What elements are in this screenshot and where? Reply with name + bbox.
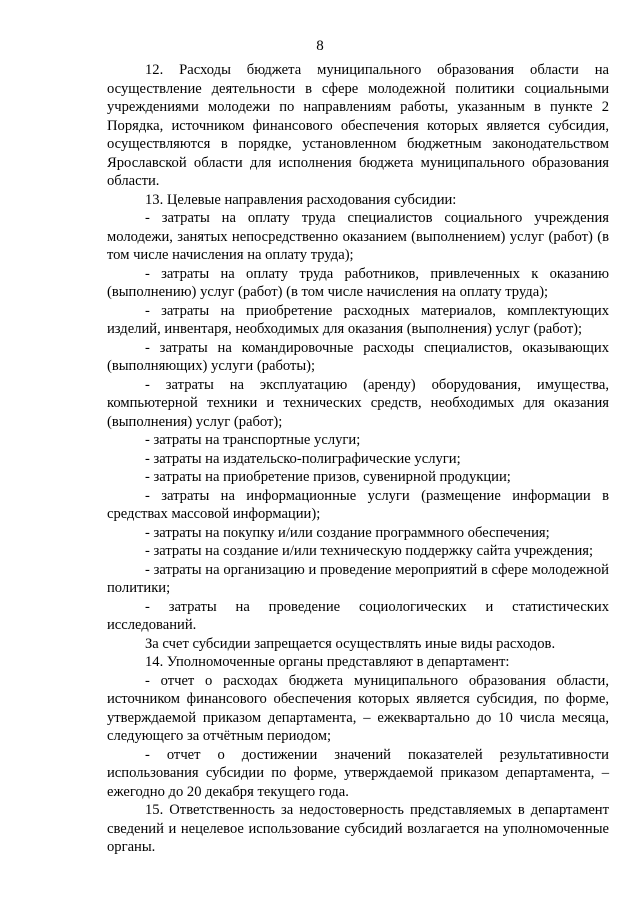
paragraph-prohibited-expenses: За счет субсидии запрещается осуществлять иные виды расходов.: [145, 635, 556, 652]
paragraph-13-subsidy-directions: 13. Целевые направления расходования субсидии:: [145, 191, 457, 208]
paragraph-14-reporting: 14. Уполномоченные органы представляют в департамент:: [145, 654, 510, 670]
list-item-prizes: - затраты на приобретение призов, сувенирной продукции;: [145, 469, 511, 485]
list-item-performance-report: - отчет о достижении значений показателей результативности использования субсидии по форме, утверждаемой приказом департамента, – ежегодно до 20 декабря текущего года.: [107, 746, 609, 800]
list-item-worker-salary: - затраты на оплату труда работников, привлеченных к оказанию (выполнению) услуг (работ) (в том числе начисления на оплату труда);: [107, 265, 609, 300]
list-item-expense-report: - отчет о расходах бюджета муниципального образования области, источником финансового обеспечения которых является субсидия, по форме, утверждаемой приказом департамента, – ежеквартально до 10 числа месяца, следующего за отчётным периодом;: [107, 672, 609, 744]
list-item-software: - затраты на покупку и/или создание программного обеспечения;: [145, 524, 550, 541]
list-item-equipment: - затраты на эксплуатацию (аренду) оборудования, имущества, компьютерной техники и технических средств, необходимых для оказания (выполнения) услуг (работ);: [107, 376, 609, 430]
list-item-transport: - затраты на транспортные услуги;: [145, 432, 361, 448]
list-item-business-trips: - затраты на командировочные расходы специалистов, оказывающих (выполняющих) услуги (работы);: [107, 339, 609, 374]
list-item-research: - затраты на проведение социологических и статистических исследований.: [107, 598, 609, 633]
list-item-materials: - затраты на приобретение расходных материалов, комплектующих изделий, инвентаря, необходимых для оказания (выполнения) услуг (работ);: [107, 302, 609, 337]
paragraph-12-budget-expenses: 12. Расходы бюджета муниципального образования области на осуществление деятельности в сфере молодежной политики социальными учреждениями молодежи по направлениям работы, указанным в пункте 2 Порядка, источником финансового обеспечения которых является субсидия, осуществляются в порядке, установленном бюджетным законодательством Ярославской области для исполнения бюджета муниципального образования области.: [107, 62, 609, 189]
list-item-printing: - затраты на издательско-полиграфические услуги;: [145, 450, 461, 467]
list-item-information-services: - затраты на информационные услуги (размещение информации в средствах массовой информации);: [107, 487, 609, 522]
list-item-website: - затраты на создание и/или техническую поддержку сайта учреждения;: [145, 543, 594, 559]
list-item-specialist-salary: - затраты на оплату труда специалистов социального учреждения молодежи, занятых непосредственно оказанием (выполнением) услуг (работ) (в том числе начисления на оплату труда);: [107, 210, 609, 263]
paragraph-15-responsibility: 15. Ответственность за недостоверность представляемых в департамент сведений и нецелевое использование субсидий возлагается на уполномоченные органы.: [107, 802, 609, 855]
document-body: [107, 61, 609, 857]
list-item-events: - затраты на организацию и проведение мероприятий в сфере молодежной политики;: [107, 561, 609, 596]
page-number: 8: [316, 38, 324, 54]
